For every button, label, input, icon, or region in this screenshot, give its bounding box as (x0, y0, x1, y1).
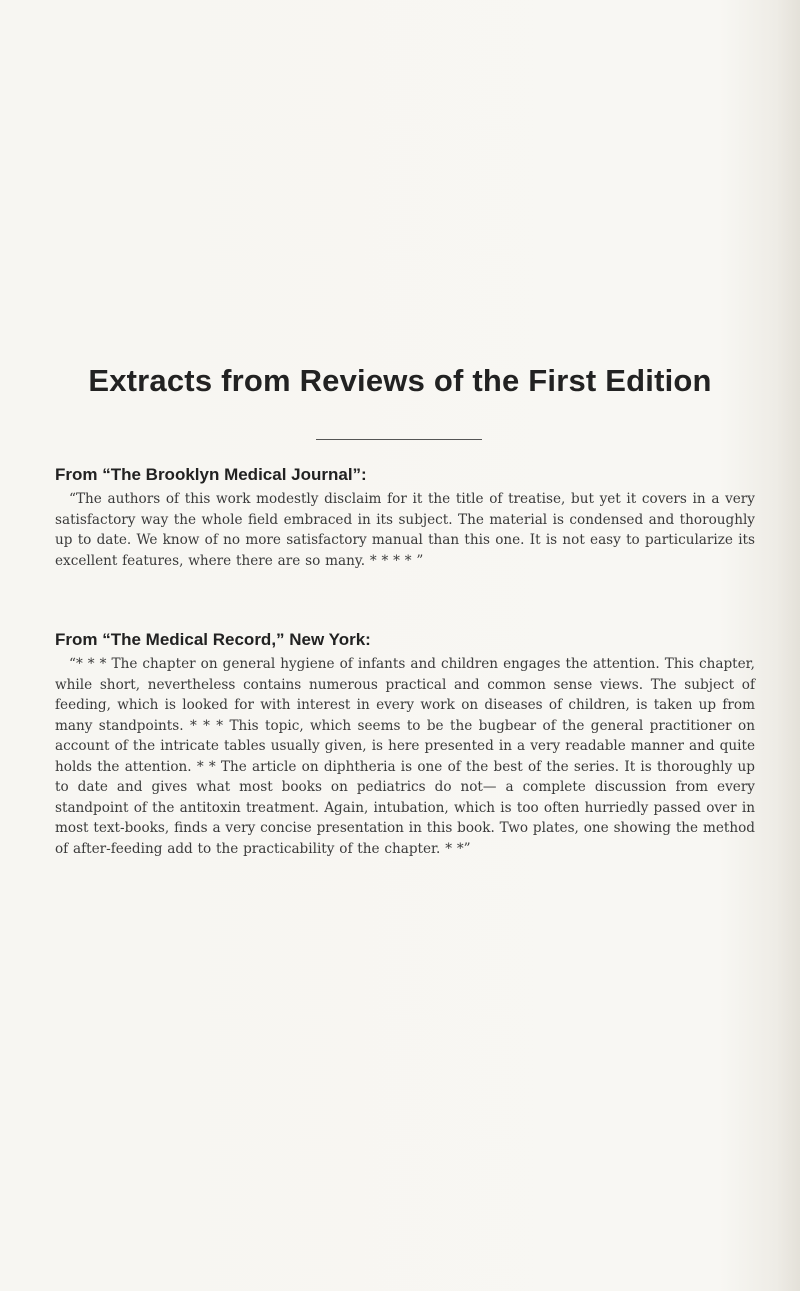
review-quote: “* * * The chapter on general hygiene of infants and children engages the attention. This chapter, while short, nevertheless contains numerous practical and common sense views. The subject of feeding, which is looked for with interest in every work on diseases of children, is taken up from many standpoints. * * * This topic, which seems to be the bugbear of the general practitioner on account of the intricate tables usually given, is here presented in a very readable manner and quite holds the attention. * * The article on diphtheria is one of the best of the series. It is thoroughly up to date and gives what most books on pediatrics do not— a complete discussion from every standpoint of the antitoxin treatment. Again, intubation, which is too often hurriedly passed over in most text-books, finds a very concise presentation in this book. Two plates, one showing the method of after-feeding add to the practicability of the chapter. * *” (55, 656, 755, 857)
review-heading: From “The Medical Record,” New York: (55, 630, 371, 649)
review-medical-record (55, 630, 755, 859)
review-quote: “The authors of this work modestly disclaim for it the title of treatise, but yet it covers in a very satisfactory way the whole field embraced in its subject. The material is condensed and thoroughly up to date. We know of no more satisfactory manual than this one. It is not easy to particularize its excellent features, where there are so many. * * * * ” (55, 491, 755, 569)
page-title: Extracts from Reviews of the First Edition (88, 363, 712, 398)
title-divider (316, 439, 482, 440)
review-brooklyn-medical-journal (55, 465, 755, 571)
review-heading: From “The Brooklyn Medical Journal”: (55, 465, 367, 484)
